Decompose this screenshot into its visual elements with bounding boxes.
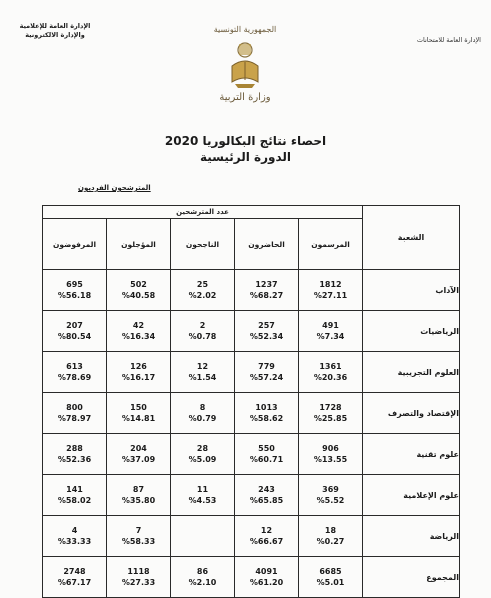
cell-count: 1361 <box>319 362 342 371</box>
cell-percent: %66.67 <box>249 537 284 546</box>
table-cell <box>43 434 107 475</box>
cell-percent: %68.27 <box>249 291 284 300</box>
cell-percent: %56.18 <box>57 291 92 300</box>
branch-name: العلوم التجريبية <box>363 352 460 393</box>
table-cell <box>43 393 107 434</box>
branch-name: الآداب <box>363 270 460 311</box>
cell-percent: %60.71 <box>249 455 284 464</box>
cell-percent: %0.27 <box>316 537 345 546</box>
cell-count: 150 <box>130 403 147 412</box>
cell-count: 8 <box>199 403 206 412</box>
branch-name: علوم الإعلامية <box>363 475 460 516</box>
table-row <box>43 311 460 352</box>
branch-name: علوم تقنية <box>363 434 460 475</box>
table-cell <box>299 557 363 598</box>
cell-count: 288 <box>66 444 83 453</box>
table-row <box>43 516 460 557</box>
table-cell <box>299 311 363 352</box>
cell-percent: %27.33 <box>121 578 156 587</box>
branch-header: الشعبة <box>363 206 460 270</box>
table-cell <box>171 393 235 434</box>
cell-percent: %0.78 <box>188 332 217 341</box>
table-cell <box>107 557 171 598</box>
table-cell <box>107 475 171 516</box>
cell-percent: %61.20 <box>249 578 284 587</box>
cell-percent: %78.97 <box>57 414 92 423</box>
table-cell <box>171 311 235 352</box>
table-cell <box>299 393 363 434</box>
branch-name: الرياضيات <box>363 311 460 352</box>
cell-percent: %5.09 <box>188 455 217 464</box>
cell-percent: %16.34 <box>121 332 156 341</box>
cell-percent: %4.53 <box>188 496 217 505</box>
cell-percent: %2.10 <box>188 578 217 587</box>
table-cell <box>235 352 299 393</box>
table-cell <box>171 516 235 557</box>
cell-percent: %14.81 <box>121 414 156 423</box>
cell-count: 369 <box>322 485 339 494</box>
branch-name: المجموع <box>363 557 460 598</box>
column-header: المرفوضون <box>43 219 107 270</box>
cell-percent: %2.02 <box>188 291 217 300</box>
table-row <box>43 434 460 475</box>
ministry-name: وزارة التربية <box>219 92 271 103</box>
cell-count: 800 <box>66 403 83 412</box>
cell-percent: %5.01 <box>316 578 345 587</box>
cell-count: 550 <box>258 444 275 453</box>
cell-count: 28 <box>196 444 209 453</box>
table-cell <box>171 270 235 311</box>
cell-count: 18 <box>324 526 337 535</box>
branch-name: الرياضة <box>363 516 460 557</box>
header-left-block <box>0 22 110 40</box>
cell-count: 87 <box>132 485 145 494</box>
table-cell <box>299 475 363 516</box>
table-cell <box>235 270 299 311</box>
group-header: عدد المترشحين <box>43 206 363 219</box>
table-cell <box>235 434 299 475</box>
cell-count: 1118 <box>127 567 150 576</box>
cell-count: 126 <box>130 362 147 371</box>
cell-count: 1237 <box>255 280 278 289</box>
table-cell <box>107 393 171 434</box>
cell-count: 42 <box>132 321 145 330</box>
cell-count: 7 <box>135 526 142 535</box>
cell-count: 2 <box>199 321 206 330</box>
table-cell <box>171 475 235 516</box>
table-row <box>43 393 460 434</box>
cell-percent: %27.11 <box>313 291 348 300</box>
cell-percent: %67.17 <box>57 578 92 587</box>
cell-percent: %16.17 <box>121 373 156 382</box>
cell-percent: %58.02 <box>57 496 92 505</box>
table-row <box>43 270 460 311</box>
table-cell <box>235 475 299 516</box>
table-cell <box>107 516 171 557</box>
cell-percent: %58.62 <box>249 414 284 423</box>
cell-percent: %37.09 <box>121 455 156 464</box>
cell-count: 613 <box>66 362 83 371</box>
cell-count: 779 <box>258 362 275 371</box>
cell-percent: %1.54 <box>188 373 217 382</box>
cell-percent: %0.79 <box>188 414 217 423</box>
cell-percent: %65.85 <box>249 496 284 505</box>
table-cell <box>235 311 299 352</box>
cell-count: 12 <box>196 362 209 371</box>
cell-count: 1013 <box>255 403 278 412</box>
cell-percent: %5.52 <box>316 496 345 505</box>
cell-count: 86 <box>196 567 209 576</box>
page-title: احصاء نتائج البكالوريا 2020 <box>164 134 327 148</box>
cell-percent: %7.34 <box>316 332 345 341</box>
ministry-emblem-icon <box>210 22 280 120</box>
page-subtitle: الدورة الرئيسية <box>199 150 292 164</box>
header-left-line2: والإدارة الالكترونية <box>25 31 85 39</box>
cell-percent: %35.80 <box>121 496 156 505</box>
column-header: المؤجلون <box>107 219 171 270</box>
cell-count: 2748 <box>63 567 86 576</box>
table-cell <box>107 311 171 352</box>
cell-count: 141 <box>66 485 83 494</box>
cell-count: 695 <box>66 280 83 289</box>
table-cell <box>235 393 299 434</box>
table-cell <box>43 270 107 311</box>
cell-count: 207 <box>66 321 83 330</box>
cell-count: 1812 <box>319 280 342 289</box>
table-row <box>43 557 460 598</box>
cell-percent: %20.36 <box>313 373 348 382</box>
cell-count: 502 <box>130 280 147 289</box>
cell-percent: %80.54 <box>57 332 92 341</box>
candidates-category: المترشحون الفرديون <box>78 184 151 192</box>
table-cell <box>299 516 363 557</box>
table-cell <box>107 434 171 475</box>
column-header: الناجحون <box>171 219 235 270</box>
table-cell <box>299 434 363 475</box>
cell-count: 12 <box>260 526 273 535</box>
cell-percent: %13.55 <box>313 455 348 464</box>
cell-count: 1728 <box>319 403 342 412</box>
header-left-line1: الإدارة العامة للإعلامية <box>19 22 91 30</box>
cell-percent: %57.24 <box>249 373 284 382</box>
cell-percent: %33.33 <box>57 537 92 546</box>
cell-count: 4091 <box>255 567 278 576</box>
branch-name: الإقتصاد والتصرف <box>363 393 460 434</box>
table-cell <box>43 516 107 557</box>
table-cell <box>43 311 107 352</box>
table-cell <box>43 352 107 393</box>
cell-percent: %52.36 <box>57 455 92 464</box>
cell-count: 906 <box>322 444 339 453</box>
header-right-text: الإدارة العامة للامتحانات <box>416 36 481 44</box>
table-cell <box>43 475 107 516</box>
cell-count: 257 <box>258 321 275 330</box>
table-cell <box>171 352 235 393</box>
cell-percent: %78.69 <box>57 373 92 382</box>
cell-percent: %52.34 <box>249 332 284 341</box>
table-cell <box>235 557 299 598</box>
cell-count: 491 <box>322 321 339 330</box>
cell-count: 243 <box>258 485 275 494</box>
table-cell <box>43 557 107 598</box>
cell-count: 11 <box>196 485 209 494</box>
cell-percent: %58.33 <box>121 537 156 546</box>
cell-count: 204 <box>130 444 147 453</box>
cell-percent: %25.85 <box>313 414 348 423</box>
table-cell <box>299 352 363 393</box>
cell-percent: %40.58 <box>121 291 156 300</box>
column-header: الحاضرون <box>235 219 299 270</box>
column-header: المرسمون <box>299 219 363 270</box>
results-table <box>42 205 460 598</box>
cell-count: 4 <box>71 526 78 535</box>
table-cell <box>235 516 299 557</box>
cell-count: 25 <box>196 280 209 289</box>
cell-count: 6685 <box>319 567 342 576</box>
table-cell <box>171 434 235 475</box>
table-cell <box>107 352 171 393</box>
table-row <box>43 352 460 393</box>
table-cell <box>107 270 171 311</box>
table-row <box>43 475 460 516</box>
republic-heading: الجمهورية التونسية <box>213 25 277 34</box>
table-cell <box>171 557 235 598</box>
table-cell <box>299 270 363 311</box>
